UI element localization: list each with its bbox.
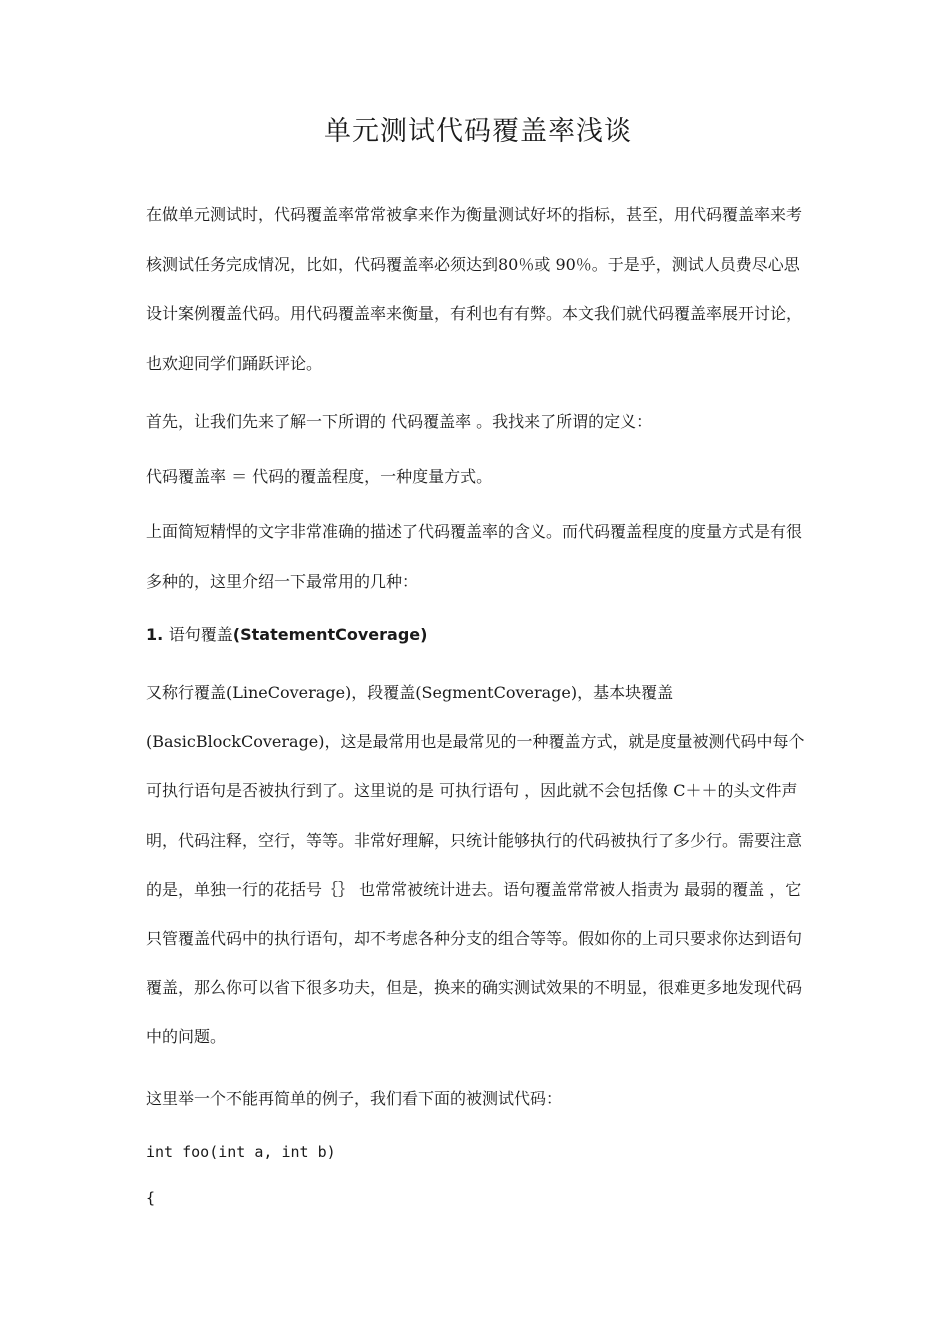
code-line-2: { [146, 1189, 156, 1207]
intro-paragraph: 在做单元测试时，代码覆盖率常常被拿来作为衡量测试好坏的指标，甚至，用代码覆盖率来考核测试任务完成情况，比如，代码覆盖率必须达到80％或 90％。于是乎，测试人员费尽心思设计案例覆盖代码。用代码覆盖率来衡量，有利也有有弊。本文我们就代码覆盖率展开讨论，也欢迎同学们踊跃评论。 [146, 205, 803, 373]
definition-paragraph: 代码覆盖率 ＝ 代码的覆盖程度，一种度量方式。 [146, 467, 493, 486]
heading-en: (StatementCoverage) [232, 625, 428, 644]
example-intro-paragraph: 这里举一个不能再简单的例子，我们看下面的被测试代码： [146, 1089, 563, 1108]
heading-number: 1. [146, 625, 169, 644]
definition-intro-paragraph: 首先，让我们先来了解一下所谓的 代码覆盖率 。我找来了所谓的定义： [146, 412, 653, 431]
explanation-paragraph: 上面简短精悍的文字非常准确的描述了代码覆盖率的含义。而代码覆盖程度的度量方式是有很多种的，这里介绍一下最常用的几种： [146, 522, 803, 591]
statement-coverage-paragraph: 又称行覆盖(LineCoverage)，段覆盖(SegmentCoverage)，基本块覆盖(BasicBlockCoverage)，这是最常用也是最常见的一种覆盖方式，就是度量被测代码中每个可执行语句是否被执行到了。这里说的是 可执行语句 ，因此就不会包括像 C＋＋的头文件声明，代码注释，空行，等等。非常好理解，只统计能够执行的代码被执行了多少行。需要注意的是，单独一行的花括号｛｝ 也常常被统计进去。语句覆盖常常被人指责为 最弱的覆盖 ，它只管覆盖代码中的执行语句，却不考虑各种分支的组合等等。假如你的上司只要求你达到语句覆盖，那么你可以省下很多功夫，但是，换来的确实测试效果的不明显，很难更多地发现代码中的问题。 [146, 683, 805, 1047]
code-line-1: int foo(int a, int b) [146, 1143, 336, 1161]
page-title: 单元测试代码覆盖率浅谈 [324, 116, 632, 147]
section-heading-statement-coverage [146, 620, 810, 650]
heading-cjk: 语句覆盖 [168, 625, 233, 644]
